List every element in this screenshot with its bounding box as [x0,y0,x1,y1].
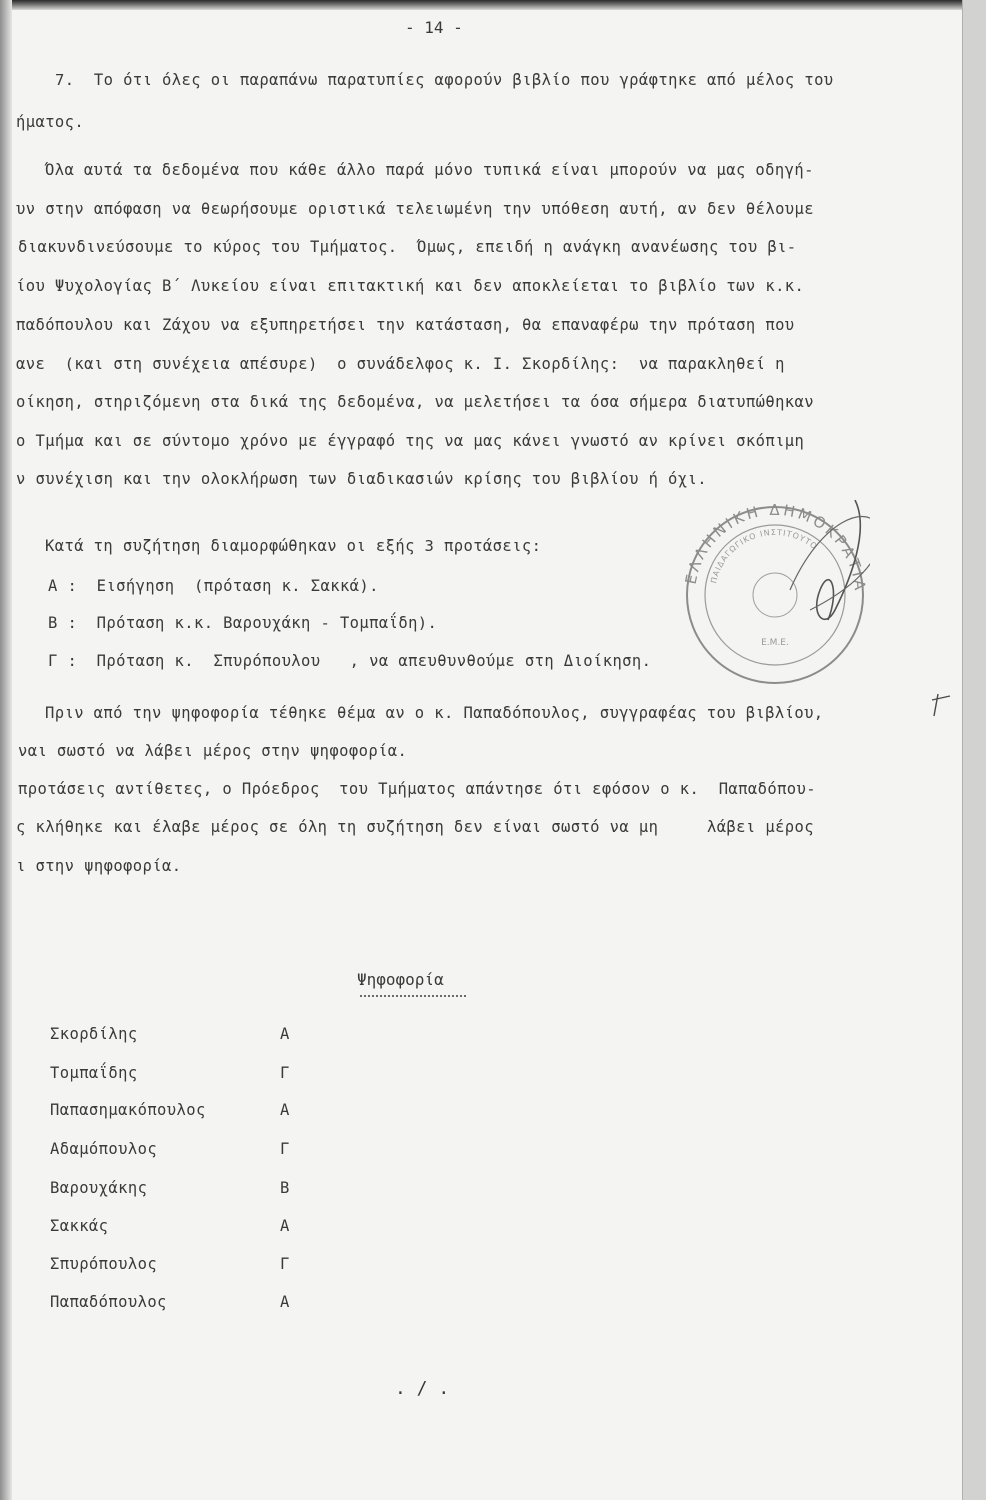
scan-left-edge [0,0,12,1500]
text-line: ς κλήθηκε και έλαβε μέρος σε όλη τη συζήτηση δεν είναι σωστό να μη λάβει μέρος [16,818,815,836]
vote-choice: Γ [280,1255,290,1273]
text-line: ν συνέχιση και την ολοκλήρωση των διαδικασιών κρίσης του βιβλίου ή όχι. [16,470,707,488]
text-line: Όλα αυτά τα δεδομένα που κάθε άλλο παρά μόνο τυπικά είναι μπορούν να μας οδηγή- [45,161,814,179]
vote-name: Τομπαΐδης [50,1064,138,1082]
text-line: ο Τμήμα και σε σύντομο χρόνο με έγγραφό της να μας κάνει γνωστό αν κρίνει σκόπιμη [16,432,805,450]
proposal-c: Γ : Πρόταση κ. Σπυρόπουλου , να απευθυνθούμε στη Διοίκηση. [48,652,652,670]
vote-choice: Α [280,1101,290,1119]
text-line: ναι σωστό να λάβει μέρος στην ψηφοφορία. [18,742,408,760]
proposal-b: Β : Πρόταση κ.κ. Βαρουχάκη - Τομπαΐδη). [48,614,438,632]
text-line: Κατά τη συζήτηση διαμορφώθηκαν οι εξής 3 προτάσεις: [45,537,542,555]
text-line: παδόπουλου και Ζάχου να εξυπηρετήσει την κατάσταση, θα επαναφέρω την πρόταση που [16,316,795,334]
scan-right-strip [962,0,986,1500]
svg-text:Ε.Μ.Ε.: Ε.Μ.Ε. [761,638,789,648]
text-line: διακυνδινεύσουμε το κύρος του Τμήματος. Όμως, επειδή η ανάγκη ανανέωσης του βι- [18,238,797,256]
continuation-mark: . / . [395,1378,450,1399]
text-line: 7. Το ότι όλες οι παραπάνω παρατυπίες αφορούν βιβλίο που γράφτηκε από μέλος του [55,71,834,89]
vote-choice: Α [280,1025,290,1043]
proposal-a: Α : Εισήγηση (πρόταση κ. Σακκά). [48,577,379,595]
text-line: προτάσεις αντίθετες, ο Πρόεδρος του Τμήματος απάντησε ότι εφόσον ο κ. Παπαδόπου- [18,780,817,798]
text-line: υν στην απόφαση να θεωρήσουμε οριστικά τελειωμένη την υπόθεση αυτή, αν δεν θέλουμε [16,200,815,218]
text-line: ήματος. [16,113,85,131]
vote-choice: Γ [280,1140,290,1158]
vote-name: Σπυρόπουλος [50,1255,158,1273]
vote-name: Παπαδόπουλος [50,1293,167,1311]
vote-name: Βαρουχάκης [50,1179,148,1197]
vote-choice: Β [280,1179,290,1197]
svg-text:ΠΑΙΔΑΓΩΓΙΚΟ ΙΝΣΤΙΤΟΥΤΟ: ΠΑΙΔΑΓΩΓΙΚΟ ΙΝΣΤΙΤΟΥΤΟ [709,527,820,585]
text-line: Πριν από την ψηφοφορία τέθηκε θέμα αν ο κ. Παπαδόπουλος, συγγραφέας του βιβλίου, [45,704,824,722]
text-line: ανε (και στη συνέχεια απέσυρε) ο συνάδελφος κ. Ι. Σκορδίλης: να παρακληθεί η [16,355,785,373]
vote-title-underline [360,995,466,997]
vote-choice: Α [280,1293,290,1311]
vote-name: Σκορδίλης [50,1025,138,1043]
vote-choice: Α [280,1217,290,1235]
vote-name: Παπασημακόπουλος [50,1101,206,1119]
vote-name: Σακκάς [50,1217,109,1235]
scan-top-edge [0,0,986,10]
text-line: ι στην ψηφοφορία. [16,857,182,875]
text-line: ίου Ψυχολογίας Β΄ Λυκείου είναι επιτακτική και δεν αποκλείεται το βιβλίο των κ.κ. [16,277,805,295]
official-stamp [680,500,870,690]
handwritten-cross-mark [930,690,960,720]
svg-text:ΕΛΛΗΝΙΚΗ ΔΗΜΟΚΡΑΤΙΑ: ΕΛΛΗΝΙΚΗ ΔΗΜΟΚΡΑΤΙΑ [681,500,870,594]
page-number: - 14 - [405,18,463,37]
vote-name: Αδαμόπουλος [50,1140,158,1158]
text-line: οίκηση, στηριζόμενη στα δικά της δεδομένα, να μελετήσει τα όσα σήμερα διατυπώθηκαν [16,393,815,411]
vote-title: Ψηφοφορία [357,970,444,989]
vote-choice: Γ [280,1064,290,1082]
